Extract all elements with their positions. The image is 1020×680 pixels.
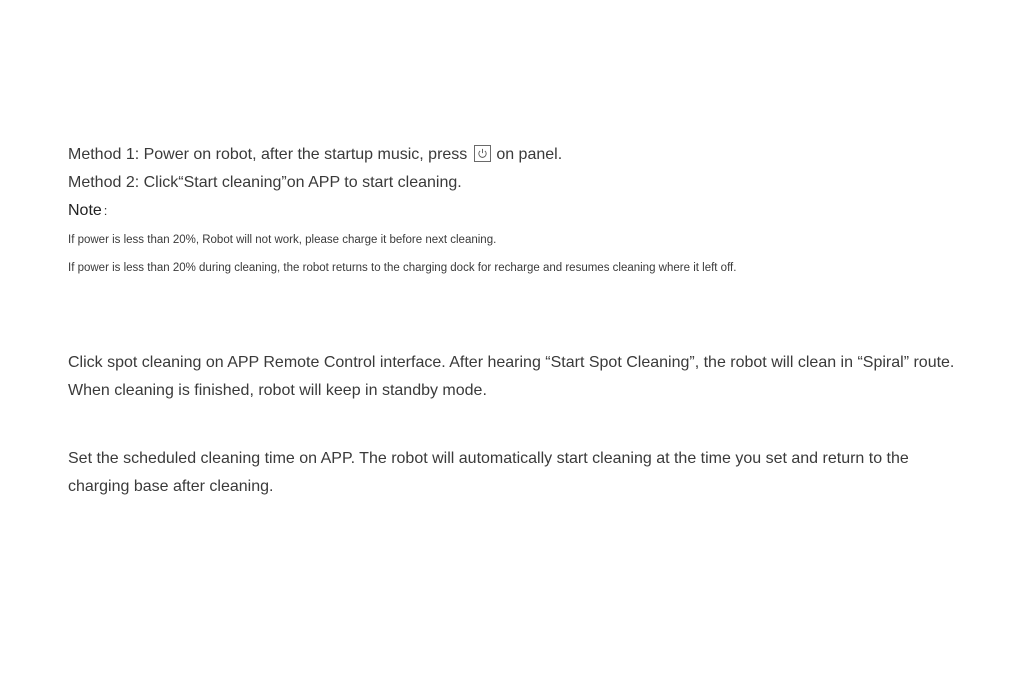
method-1-suffix: on panel. — [496, 146, 563, 163]
method-1-text: Method 1: Power on robot, after the startup music, press — [68, 146, 468, 163]
power-icon-glyph — [477, 148, 488, 159]
schedule-line-1: Set the scheduled cleaning time on APP. The robot will automatically start cleaning at the time you set and return to the — [68, 450, 909, 467]
note-item-2: If power is less than 20% during cleaning, the robot returns to the charging dock for recharge and resumes cleaning where it left off. — [68, 262, 737, 274]
spot-cleaning-line-1: Click spot cleaning on APP Remote Control interface. After hearing “Start Spot Cleaning”, the robot will clean in “Spiral” route. — [68, 354, 955, 371]
power-icon — [474, 145, 491, 162]
note-label: Note — [68, 202, 102, 219]
method-2-line: Method 2: Click“Start cleaning”on APP to start cleaning. — [68, 174, 462, 191]
schedule-line-2: charging base after cleaning. — [68, 478, 274, 495]
method-1-line — [68, 145, 562, 165]
note-colon: : — [103, 203, 108, 218]
spot-cleaning-line-2: When cleaning is finished, robot will keep in standby mode. — [68, 382, 487, 399]
note-heading — [68, 201, 107, 221]
note-item-1: If power is less than 20%, Robot will not work, please charge it before next cleaning. — [68, 234, 497, 246]
